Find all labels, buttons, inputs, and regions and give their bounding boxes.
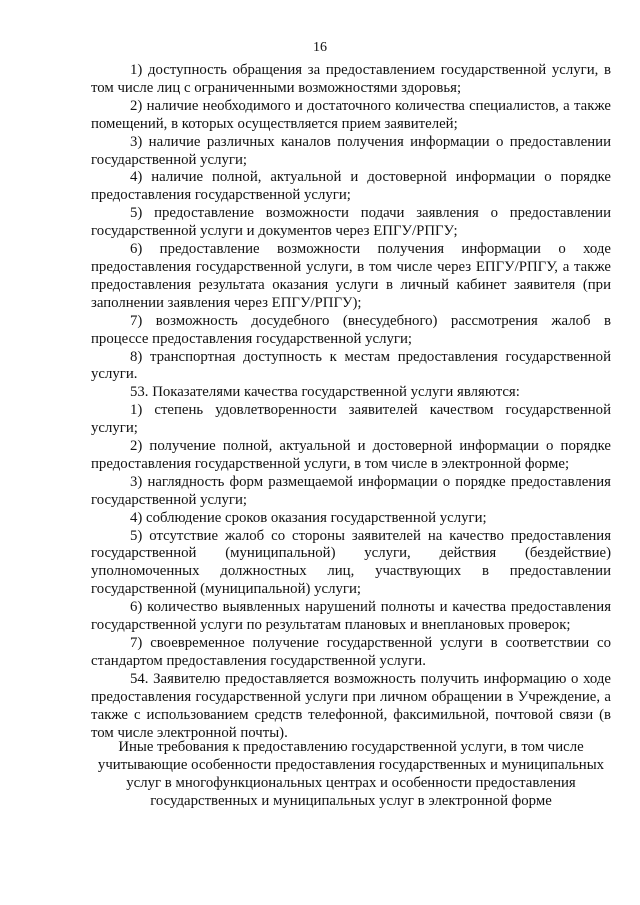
- page-number: 16: [313, 40, 327, 55]
- list-item: 3) наглядность форм размещаемой информации о порядке предоставления государственной услуги;: [91, 473, 611, 508]
- clause-54: 54. Заявителю предоставляется возможность получить информацию о ходе предоставления государственной услуги при личном обращении в Учреждение, а также с использованием средств телефонной, факсимильной, почтовой связи (в том числе электронной почты).: [91, 670, 611, 741]
- list-item: 2) получение полной, актуальной и достоверной информации о порядке предоставления государственной услуги, в том числе в электронной форме;: [91, 438, 611, 472]
- list-item: 4) соблюдение сроков оказания государственной услуги;: [130, 509, 487, 526]
- list-item: 6) количество выявленных нарушений полноты и качества предоставления государственной услуги по результатам плановых и внеплановых проверок;: [91, 599, 611, 634]
- list-item: 5) отсутствие жалоб со стороны заявителей на качество предоставления государственной (муниципальной) услуги, действия (бездействие) уполномоченных должностных лиц, участвующих в предоставлении государственной (муниципальной) услуги;: [91, 527, 611, 598]
- list-item: 1) доступность обращения за предоставлением государственной услуги, в том числе лиц с ограниченными возможностями здоровья;: [91, 62, 611, 96]
- list-item: 7) своевременное получение государственной услуги в соответствии со стандартом предоставления государственной услуги.: [91, 635, 611, 669]
- list-item: 8) транспортная доступность к местам предоставления государственной услуги.: [91, 348, 611, 383]
- list-item: 5) предоставление возможности подачи заявления о предоставлении государственной услуги и документов через ЕПГУ/РПГУ;: [91, 205, 611, 240]
- list-item: 3) наличие различных каналов получения информации о предоставлении государственной услуги;: [91, 133, 611, 168]
- list-item: 4) наличие полной, актуальной и достоверной информации о порядке предоставления государственной услуги;: [91, 169, 611, 204]
- list-item: 2) наличие необходимого и достаточного количества специалистов, а также помещений, в которых осуществляется прием заявителей;: [91, 97, 611, 132]
- section-heading: Иные требования к предоставлению государственной услуги, в том числе учитывающие особенности предоставления государственных и муниципальных услуг в многофункциональных центрах и особенности предоставления государственных и муниципальных услуг в электронной форме: [97, 739, 605, 809]
- list-item: 6) предоставление возможности получения информации о ходе предоставления государственной услуги, в том числе через ЕПГУ/РПГУ, а также предоставления результата оказания услуги в личный кабинет заявителя (при заполнении заявления через ЕПГУ/РПГУ);: [91, 241, 611, 311]
- list-item: 1) степень удовлетворенности заявителей качеством государственной услуги;: [91, 402, 611, 437]
- clause-53-intro: 53. Показателями качества государственной услуги являются:: [130, 384, 520, 401]
- document-body: [91, 62, 611, 742]
- list-item: 7) возможность досудебного (внесудебного) рассмотрения жалоб в процессе предоставления государственной услуги;: [91, 312, 611, 347]
